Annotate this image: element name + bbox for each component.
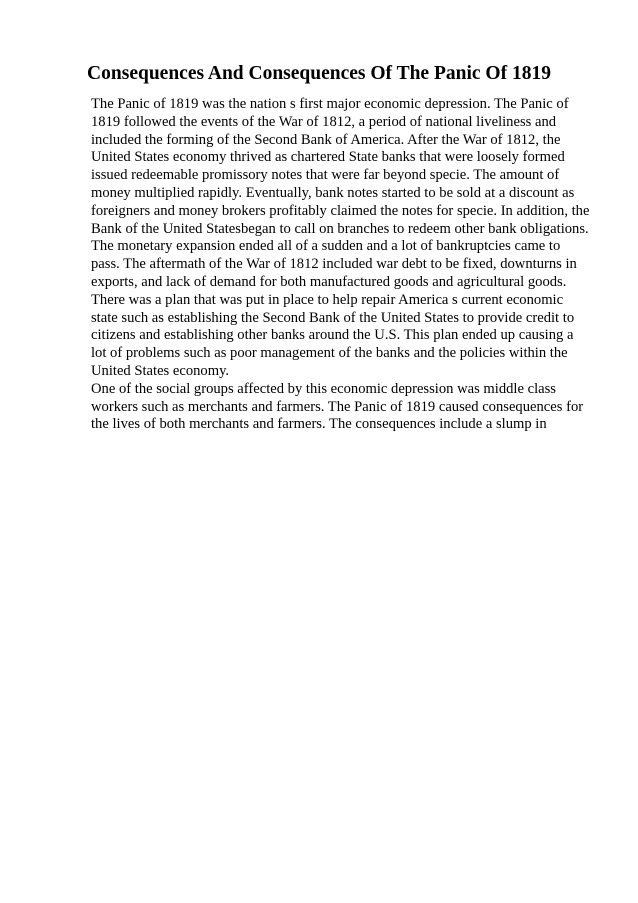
body-line: United States economy. — [91, 362, 230, 379]
document-title: Consequences And Consequences Of The Panic Of 1819 — [87, 63, 551, 84]
body-line: Bank of the United Statesbegan to call on branches to redeem other bank obligations. — [91, 220, 589, 237]
document-body — [91, 96, 591, 434]
body-line: citizens and establishing other banks around the U.S. This plan ended up causing a — [91, 327, 574, 344]
body-line: issued redeemable promissory notes that were far beyond specie. The amount of — [91, 167, 560, 184]
body-line: exports, and lack of demand for both manufactured goods and agricultural goods. — [91, 273, 567, 290]
body-line: There was a plan that was put in place to help repair America s current economic — [91, 291, 564, 308]
body-line: 1819 followed the events of the War of 1812, a period of national liveliness and — [91, 113, 557, 130]
body-line: The monetary expansion ended all of a sudden and a lot of bankruptcies came to — [91, 238, 561, 255]
body-line: foreigners and money brokers profitably claimed the notes for specie. In addition, the — [91, 202, 590, 219]
body-line: state such as establishing the Second Bank of the United States to provide credit to — [91, 309, 575, 326]
body-line: workers such as merchants and farmers. The Panic of 1819 caused consequences for — [91, 398, 584, 415]
body-line: money multiplied rapidly. Eventually, bank notes started to be sold at a discount as — [91, 184, 575, 201]
body-line: United States economy thrived as chartered State banks that were loosely formed — [91, 149, 565, 166]
body-line: included the forming of the Second Bank of America. After the War of 1812, the — [91, 131, 561, 148]
body-line: lot of problems such as poor management of the banks and the policies within the — [91, 345, 568, 362]
body-line: The Panic of 1819 was the nation s first major economic depression. The Panic of — [91, 96, 569, 112]
body-line: the lives of both merchants and farmers. The consequences include a slump in — [91, 416, 547, 433]
body-line: pass. The aftermath of the War of 1812 included war debt to be fixed, downturns in — [91, 256, 577, 273]
body-line: One of the social groups affected by this economic depression was middle class — [91, 380, 556, 397]
